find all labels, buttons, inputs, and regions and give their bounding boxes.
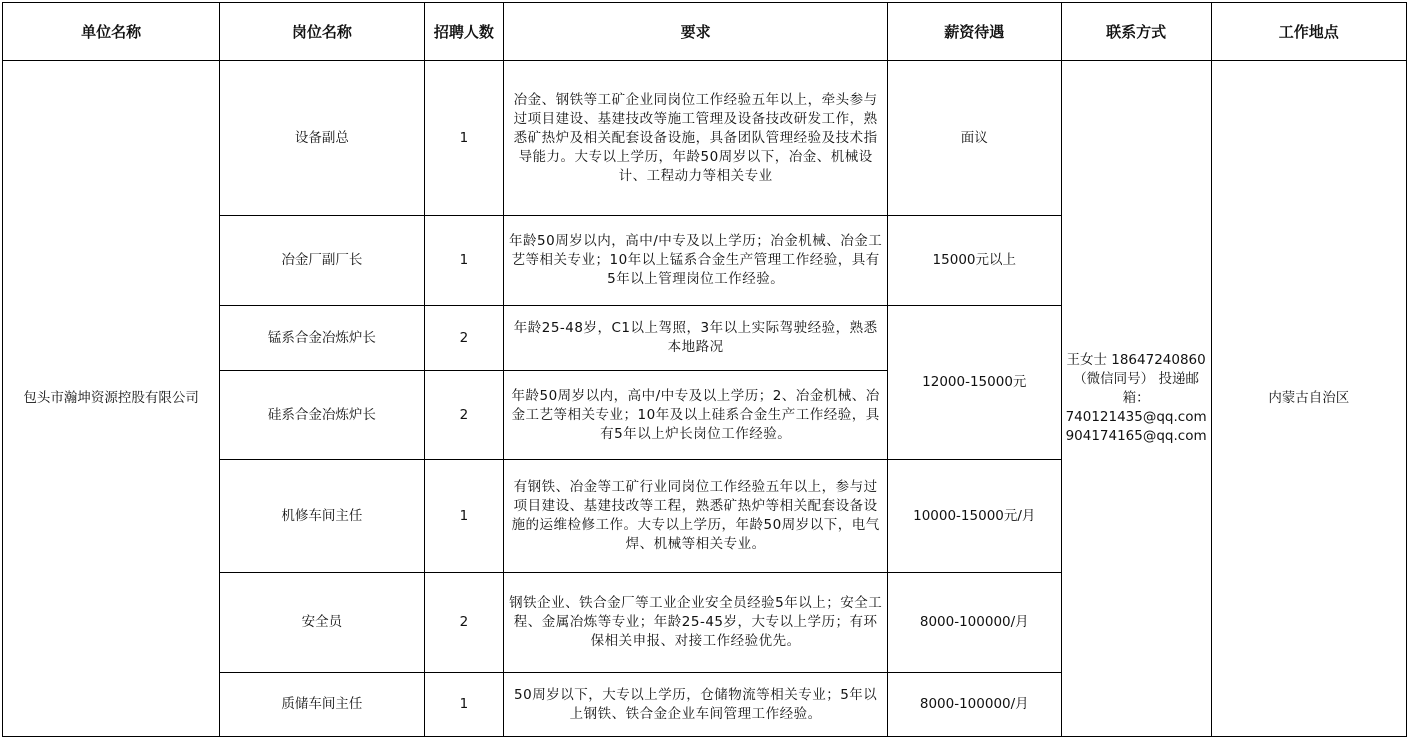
salary-cell: 8000-100000/月	[887, 673, 1061, 737]
salary-cell: 10000-15000元/月	[887, 460, 1061, 573]
header-row	[3, 3, 1407, 61]
salary-cell: 12000-15000元	[887, 306, 1061, 460]
count-cell: 1	[424, 673, 504, 737]
position-cell: 硅系合金冶炼炉长	[220, 371, 424, 460]
salary-cell: 面议	[887, 61, 1061, 216]
location-cell: 内蒙古自治区	[1211, 61, 1406, 737]
header-requirements: 要求	[504, 3, 888, 61]
count-cell: 2	[424, 573, 504, 673]
requirements-cell: 钢铁企业、铁合金厂等工业企业安全员经验5年以上；安全工程、金属冶炼等专业；年龄25-45岁，大专以上学历；有环保相关申报、对接工作经验优先。	[504, 573, 888, 673]
requirements-cell: 有钢铁、冶金等工矿行业同岗位工作经验五年以上，参与过项目建设、基建技改等工程，熟悉矿热炉等相关配套设备设施的运维检修工作。大专以上学历，年龄50周岁以下，电气焊、机械等相关专业。	[504, 460, 888, 573]
position-cell: 设备副总	[220, 61, 424, 216]
company-name-cell: 包头市瀚坤资源控股有限公司	[3, 61, 220, 737]
header-contact: 联系方式	[1061, 3, 1211, 61]
position-cell: 安全员	[220, 573, 424, 673]
position-cell: 质储车间主任	[220, 673, 424, 737]
requirements-cell: 冶金、钢铁等工矿企业同岗位工作经验五年以上，牵头参与过项目建设、基建技改等施工管理及设备技改研发工作，熟悉矿热炉及相关配套设备设施，具备团队管理经验及技术指导能力。大专以上学历，年龄50周岁以下，冶金、机械设计、工程动力等相关专业	[504, 61, 888, 216]
header-company: 单位名称	[3, 3, 220, 61]
header-count: 招聘人数	[424, 3, 504, 61]
count-cell: 2	[424, 306, 504, 371]
requirements-cell: 年龄50周岁以内，高中/中专及以上学历；冶金机械、冶金工艺等相关专业；10年以上锰系合金生产管理工作经验，具有5年以上管理岗位工作经验。	[504, 216, 888, 306]
position-cell: 机修车间主任	[220, 460, 424, 573]
count-cell: 2	[424, 371, 504, 460]
salary-cell: 8000-100000/月	[887, 573, 1061, 673]
header-position: 岗位名称	[220, 3, 424, 61]
requirements-cell: 年龄25-48岁，C1以上驾照，3年以上实际驾驶经验，熟悉本地路况	[504, 306, 888, 371]
requirements-cell: 50周岁以下，大专以上学历，仓储物流等相关专业；5年以上钢铁、铁合金企业车间管理工作经验。	[504, 673, 888, 737]
position-cell: 锰系合金冶炼炉长	[220, 306, 424, 371]
requirements-cell: 年龄50周岁以内，高中/中专及以上学历；2、冶金机械、冶金工艺等相关专业；10年及以上硅系合金生产工作经验，具有5年以上炉长岗位工作经验。	[504, 371, 888, 460]
count-cell: 1	[424, 61, 504, 216]
header-salary: 薪资待遇	[887, 3, 1061, 61]
position-cell: 冶金厂副厂长	[220, 216, 424, 306]
contact-cell: 王女士 18647240860 （微信同号） 投递邮箱： 740121435@qq.com 904174165@qq.com	[1061, 61, 1211, 737]
table-row	[3, 61, 1407, 216]
count-cell: 1	[424, 460, 504, 573]
header-location: 工作地点	[1211, 3, 1406, 61]
job-listing-table	[2, 2, 1407, 737]
salary-cell: 15000元以上	[887, 216, 1061, 306]
count-cell: 1	[424, 216, 504, 306]
